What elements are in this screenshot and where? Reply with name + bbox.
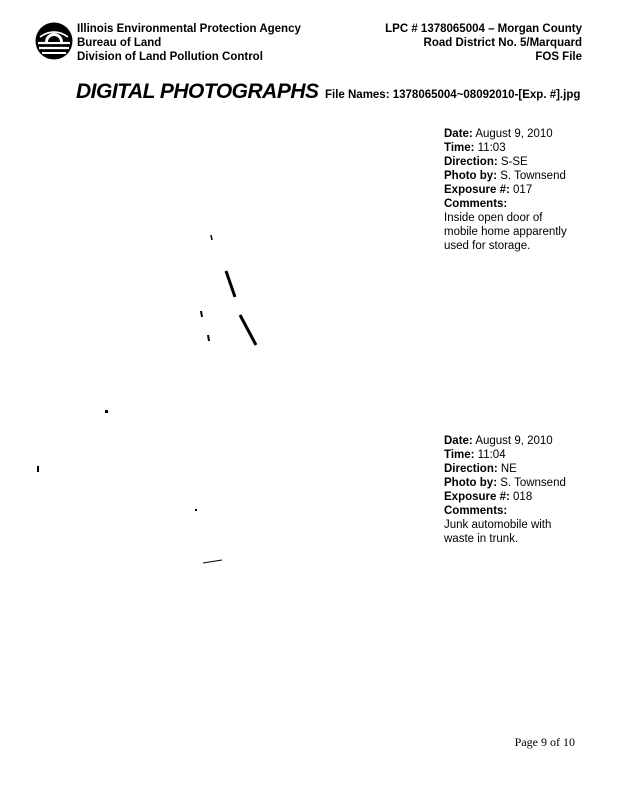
time-label: Time:: [444, 142, 475, 154]
exposure-value: 017: [513, 184, 533, 196]
page-number: Page 9 of 10: [514, 735, 575, 749]
title-row: [76, 80, 580, 104]
bureau-name: Bureau of Land: [77, 37, 162, 49]
photo-by-label: Photo by:: [444, 170, 498, 182]
photo-artifact: [195, 509, 197, 511]
comments-text: Junk automobile with waste in trunk.: [444, 519, 552, 545]
comments-label: Comments:: [444, 505, 508, 517]
agency-name: Illinois Environmental Protection Agency: [77, 23, 301, 35]
date-value: August 9, 2010: [475, 128, 553, 140]
page-title: DIGITAL PHOTOGRAPHS: [76, 80, 319, 103]
file-type: FOS File: [535, 51, 582, 63]
photo-details-1: [444, 127, 594, 253]
exposure-label: Exposure #:: [444, 184, 510, 196]
direction-label: Direction:: [444, 463, 498, 475]
comments-text: Inside open door of mobile home apparently used for storage.: [444, 212, 567, 252]
photo-by-label: Photo by:: [444, 477, 498, 489]
site-header: [385, 22, 582, 64]
lpc-number: LPC # 1378065004 – Morgan County: [385, 23, 582, 35]
division-name: Division of Land Pollution Control: [77, 51, 263, 63]
time-value: 11:03: [477, 142, 506, 154]
road-district: Road District No. 5/Marquard: [423, 37, 582, 49]
date-label: Date:: [444, 435, 473, 447]
photo-by-value: S. Townsend: [500, 170, 566, 182]
photo-artifact: [208, 335, 209, 341]
photo-artifact: [105, 410, 108, 413]
exposure-value: 018: [513, 491, 533, 503]
photo-details-2: [444, 434, 594, 546]
date-label: Date:: [444, 128, 473, 140]
photo-artifact: [203, 560, 222, 563]
photo-image-1: [30, 125, 430, 415]
date-value: August 9, 2010: [475, 435, 553, 447]
photo-by-value: S. Townsend: [500, 477, 566, 489]
photo-artifact: [37, 466, 39, 472]
agency-header: [77, 22, 301, 64]
time-label: Time:: [444, 449, 475, 461]
time-value: 11:04: [477, 449, 506, 461]
photo-artifact: [211, 235, 212, 240]
photo-artifact: [226, 271, 235, 297]
photo-artifact: [201, 311, 202, 317]
photo-image-2: [30, 430, 430, 720]
file-names: File Names: 1378065004~08092010-[Exp. #].jpg: [324, 89, 581, 101]
direction-value: NE: [500, 463, 517, 475]
illinois-epa-logo-icon: [34, 21, 74, 61]
photo-artifact: [240, 315, 256, 345]
direction-label: Direction:: [444, 156, 498, 168]
exposure-label: Exposure #:: [444, 491, 510, 503]
direction-value: S-SE: [500, 156, 528, 168]
comments-label: Comments:: [444, 198, 508, 210]
